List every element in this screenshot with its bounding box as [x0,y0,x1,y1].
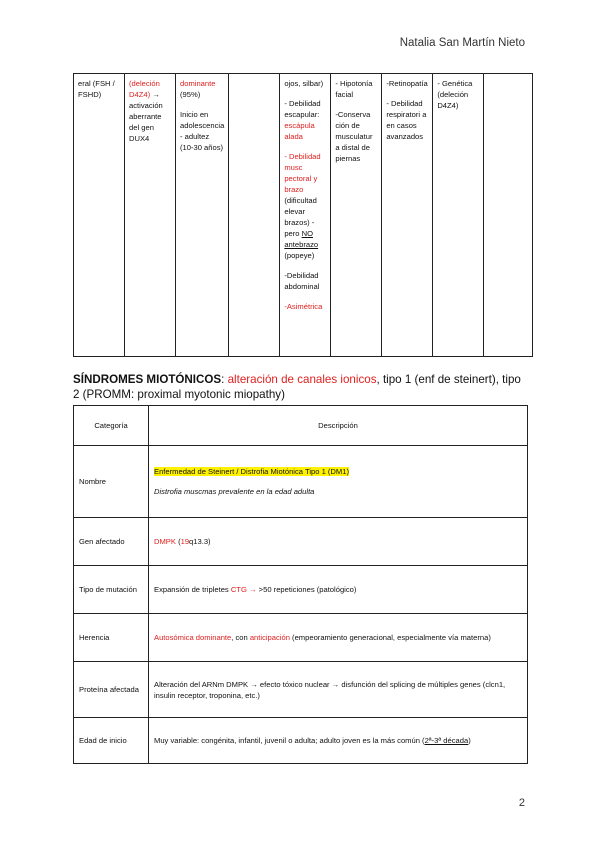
section-title: SÍNDROMES MIOTÓNICOS: alteración de canales ionicos, tipo 1 (enf de steinert), tipo 2 (PROMM: proximal myotonic miopathy) [73,373,521,401]
cell-empty [229,74,280,357]
row-label-herencia: Herencia [74,614,149,662]
table-row [74,566,528,614]
row-label-nombre: Nombre [74,446,149,518]
page-header-author: Natalia San Martín Nieto [399,37,525,49]
header-category: Categoría [74,406,149,446]
continuation-table [73,73,533,357]
row-value-mutacion: Expansión de tripletes CTG → >50 repeticiones (patológico) [149,566,528,614]
myotonic-table [73,405,528,764]
cell-inheritance: dominante (95%) Inicio en adolescencia - adultez (10-30 años) [176,74,229,357]
row-label-mutacion: Tipo de mutación [74,566,149,614]
cell-complications: -Retinopatía - Debilidad respiratori a en casos avanzados [382,74,433,357]
table-row [74,446,528,518]
row-value-nombre: Enfermedad de Steinert / Distrofia Miotónica Tipo 1 (DM1) Distrofia muscmas prevalente en la edad adulta [149,446,528,518]
row-value-herencia: Autosómica dominante, con anticipación (empeoramiento generacional, especialmente vía materna) [149,614,528,662]
row-value-gen: DMPK (19q13.3) [149,518,528,566]
table-row [74,74,533,357]
row-label-gen: Gen afectado [74,518,149,566]
cell-empty-last [484,74,533,357]
cell-genetics: (deleción D4Z4) → activación aberrante del gen DUX4 [125,74,176,357]
row-label-proteina: Proteína afectada [74,662,149,718]
row-value-edad: Muy variable: congénita, infantil, juvenil o adulta; adulto joven es la más común (2ª-3ª década) [149,718,528,764]
table-row [74,518,528,566]
cell-disease: eral (FSH / FSHD) [74,74,125,357]
header-description: Descripción [149,406,528,446]
table-row [74,718,528,764]
page-number: 2 [518,797,525,809]
table-row [74,662,528,718]
cell-diagnosis: - Genética (deleción D4Z4) [433,74,484,357]
cell-clinical: ojos, silbar) - Debilidad escapular: escápula alada - Debilidad musc pectoral y brazo (dificultad elevar brazos) - pero NO antebrazo (popeye) -Debilidad abdominal -Asimétrica [280,74,331,357]
table-row [74,406,528,446]
cell-signs: - Hipotonía facial -Conserva ción de musculatur a distal de piernas [331,74,382,357]
row-value-proteina: Alteración del ARNm DMPK → efecto tóxico nuclear → disfunción del splicing de múltiples genes (clcn1, insulin receptor, troponina, etc.) [149,662,528,718]
table-row [74,614,528,662]
row-label-edad: Edad de inicio [74,718,149,764]
